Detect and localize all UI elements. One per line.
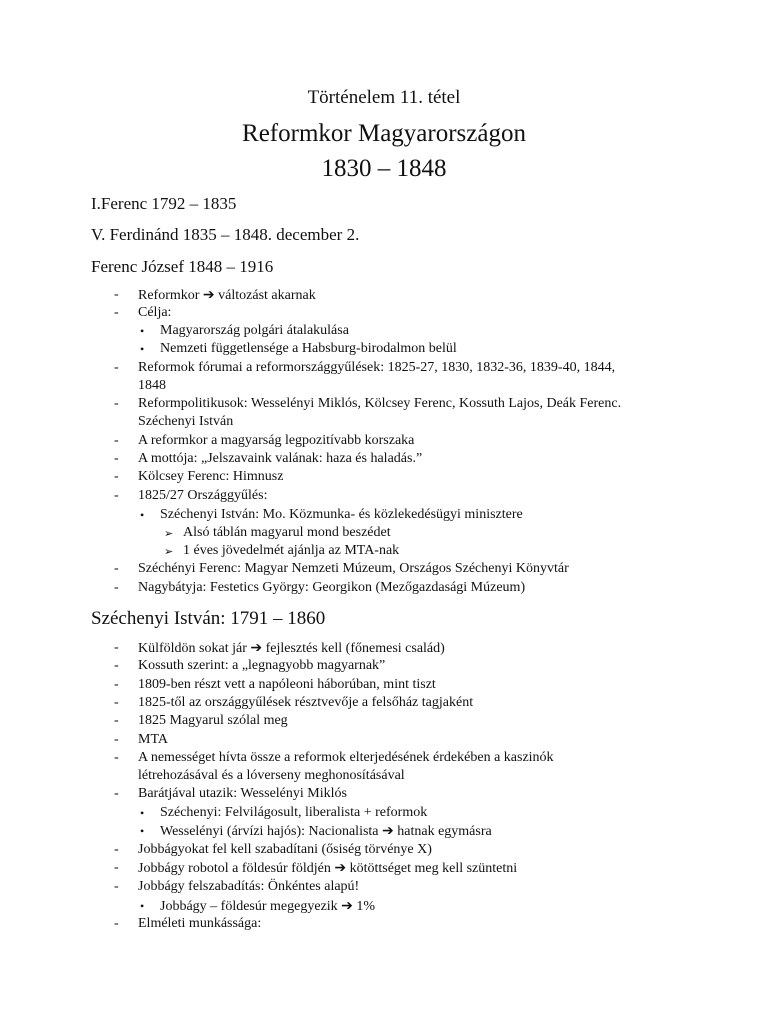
dash-marker: -	[114, 451, 119, 466]
list-item: Széchényi Ferenc: Magyar Nemzeti Múzeum, Országos Széchenyi Könyvtár	[138, 561, 569, 576]
list-item: Széchenyi: Felvilágosult, liberalista + reformok	[160, 805, 428, 820]
dash-marker: -	[114, 287, 119, 302]
dash-marker: -	[114, 561, 119, 576]
dash-marker: -	[114, 360, 119, 375]
list-item: Jobbágy robotol a földesúr földjén ➔ kötöttséget meg kell szüntetni	[138, 861, 518, 876]
list-item: Barátjával utazik: Wesselényi Miklós	[138, 786, 347, 801]
dash-marker: -	[114, 786, 119, 801]
bullet-marker: •	[140, 824, 145, 838]
dash-marker: -	[114, 640, 119, 655]
arrow-bullet-icon: ➢	[164, 528, 174, 540]
list-item: Külföldön sokat jár ➔ fejlesztés kell (főnemesi család)	[138, 641, 445, 656]
list-item: Jobbágyokat fel kell szabadítani (ősiség törvénye X)	[138, 842, 432, 857]
dash-marker: -	[114, 305, 119, 320]
list-item: A mottója: „Jelszavaink valának: haza és haladás.”	[138, 451, 423, 466]
dash-marker: -	[114, 695, 119, 710]
list-item: 1825-től az országgyűlések résztvevője a felsőház tagjaként	[138, 695, 474, 710]
list-item: Magyarország polgári átalakulása	[160, 323, 349, 338]
list-item: A reformkor a magyarság legpozitívabb korszaka	[138, 433, 415, 448]
dash-marker: -	[114, 713, 119, 728]
section-heading: Széchenyi István: 1791 – 1860	[91, 608, 326, 629]
list-item: MTA	[138, 732, 168, 747]
list-item: Nagybátyja: Festetics György: Georgikon (Mezőgazdasági Múzeum)	[138, 580, 526, 595]
list-item: Reformok fórumai a reformországgyűlések: 1825-27, 1830, 1832-36, 1839-40, 1844,	[138, 360, 616, 375]
bullet-marker: •	[140, 899, 145, 913]
bullet-marker: •	[140, 806, 145, 820]
dash-marker: -	[114, 750, 119, 765]
bullet-marker: •	[140, 342, 145, 356]
list-item-continuation: Széchenyi István	[138, 414, 234, 429]
ruler-line: V. Ferdinánd 1835 – 1848. december 2.	[91, 225, 360, 244]
dash-marker: -	[114, 879, 119, 894]
list-item: Elméleti munkássága:	[138, 916, 262, 931]
list-item: Alsó táblán magyarul mond beszédet	[183, 525, 391, 540]
dash-marker: -	[114, 433, 119, 448]
bullet-marker: •	[140, 508, 145, 522]
list-item: Széchenyi István: Mo. Közmunka- és közlekedésügyi minisztere	[160, 507, 523, 522]
dash-marker: -	[114, 916, 119, 931]
bullet-marker: •	[140, 324, 145, 338]
dash-marker: -	[114, 677, 119, 692]
list-item-continuation: létrehozásával és a lóverseny meghonosításával	[138, 768, 405, 783]
list-item: 1825 Magyarul szólal meg	[138, 713, 288, 728]
ruler-line: I.Ferenc 1792 – 1835	[91, 194, 237, 213]
dash-marker: -	[114, 860, 119, 875]
dash-marker: -	[114, 658, 119, 673]
list-item: Wesselényi (árvízi hajós): Nacionalista ➔ hatnak egymásra	[160, 824, 492, 839]
period-heading: 1830 – 1848	[321, 155, 447, 182]
page-title: Reformkor Magyarországon	[242, 120, 526, 147]
list-item: Célja:	[138, 305, 172, 320]
list-item: 1 éves jövedelmét ajánlja az MTA-nak	[183, 543, 400, 558]
list-item: A nemességet hívta össze a reformok elterjedésének érdekében a kaszinók	[138, 750, 554, 765]
list-item: Jobbágy felszabadítás: Önkéntes alapú!	[138, 879, 360, 894]
list-item: Reformpolitikusok: Wesselényi Miklós, Kölcsey Ferenc, Kossuth Lajos, Deák Ferenc.	[138, 396, 622, 411]
subject-heading: Történelem 11. tétel	[307, 87, 461, 108]
list-item: 1809-ben részt vett a napóleoni háborúban, mint tiszt	[138, 677, 436, 692]
list-item: Kossuth szerint: a „legnagyobb magyarnak”	[138, 658, 386, 673]
dash-marker: -	[114, 469, 119, 484]
dash-marker: -	[114, 396, 119, 411]
dash-marker: -	[114, 580, 119, 595]
list-item: Kölcsey Ferenc: Himnusz	[138, 469, 284, 484]
list-item-continuation: 1848	[138, 378, 166, 393]
dash-marker: -	[114, 842, 119, 857]
dash-marker: -	[114, 488, 119, 503]
list-item: Nemzeti függetlensége a Habsburg-birodalmon belül	[160, 341, 457, 356]
arrow-bullet-icon: ➢	[164, 546, 174, 558]
list-item: 1825/27 Országgyűlés:	[138, 488, 268, 503]
dash-marker: -	[114, 732, 119, 747]
list-item: Jobbágy – földesúr megegyezik ➔ 1%	[160, 899, 376, 914]
ruler-line: Ferenc József 1848 – 1916	[91, 257, 274, 276]
list-item: Reformkor ➔ változást akarnak	[138, 288, 316, 303]
